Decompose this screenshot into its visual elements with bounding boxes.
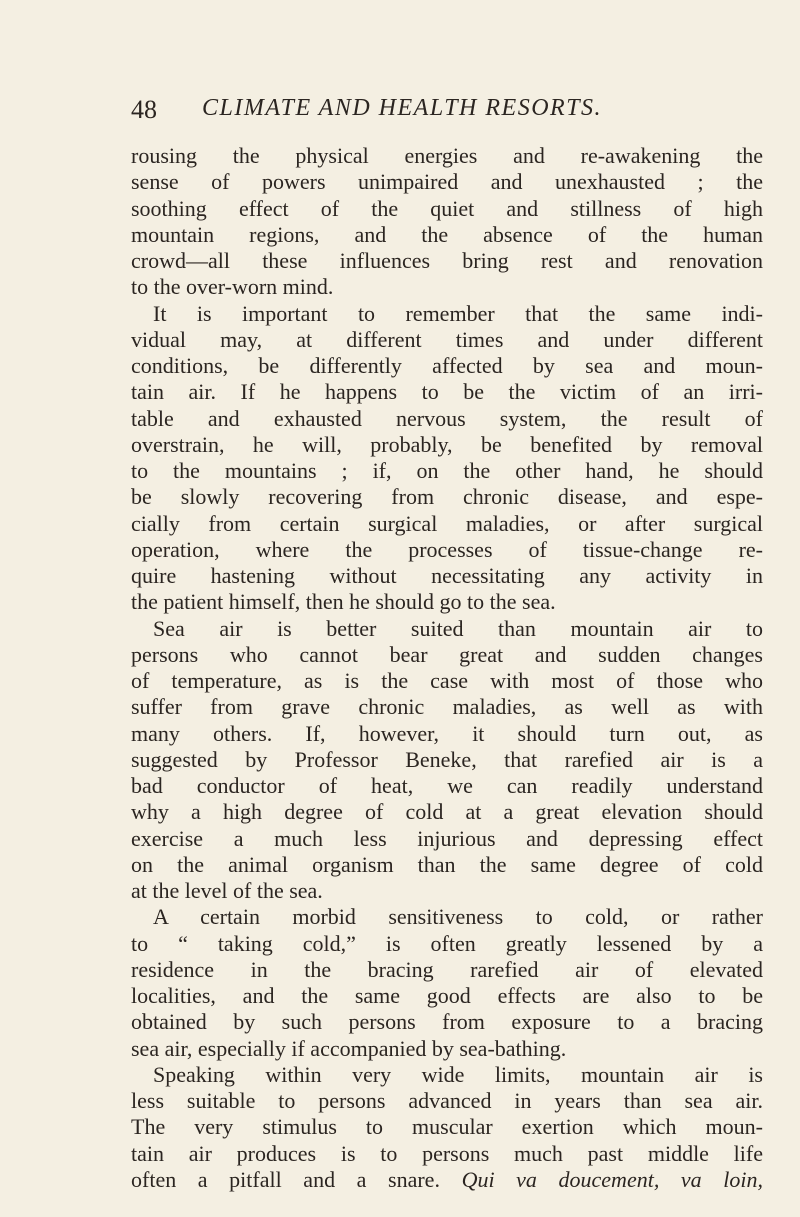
text-line: localities, and the same good effects are also to be	[131, 983, 763, 1008]
text-line: rousing the physical energies and re-awakening the	[131, 143, 763, 168]
text-line: sense of powers unimpaired and unexhausted ; the	[131, 169, 763, 195]
paragraph-first-line: Speaking within very wide limits, mountain air is	[153, 1061, 763, 1087]
paragraph-first-line: A certain morbid sensitiveness to cold, or rather	[153, 904, 763, 930]
text-line: tain air. If he happens to be the victim of an irri-	[131, 379, 763, 405]
text-line: residence in the bracing rarefied air of elevated	[131, 956, 763, 982]
text-line: many others. If, however, it should turn out, as	[131, 720, 763, 746]
text-line: persons who cannot bear great and sudden changes	[131, 641, 763, 667]
text-line: overstrain, he will, probably, be benefited by removal	[131, 431, 763, 457]
text-line: operation, where the processes of tissue-change re-	[131, 536, 763, 562]
running-head	[131, 95, 771, 129]
text-line: crowd—all these influences bring rest and renovation	[131, 248, 763, 273]
text-line: conditions, be differently affected by sea and moun-	[131, 353, 763, 378]
text-line: to “ taking cold,” is often greatly lessened by a	[131, 930, 763, 956]
text-line: the patient himself, then he should go to the sea.	[131, 589, 556, 615]
running-title: CLIMATE AND HEALTH RESORTS.	[202, 95, 603, 121]
text-line: suggested by Professor Beneke, that rarefied air is a	[131, 746, 763, 772]
text-line: at the level of the sea.	[131, 878, 323, 903]
text-line: why a high degree of cold at a great elevation should	[131, 799, 763, 825]
text-line: be slowly recovering from chronic disease, and espe-	[131, 484, 763, 510]
final-line-roman: often a pitfall and a snare.	[131, 1166, 440, 1192]
text-line: sea air, especially if accompanied by sea-bathing.	[131, 1035, 567, 1061]
body-text	[131, 143, 763, 1193]
french-proverb: Qui va doucement, va loin,	[461, 1166, 763, 1192]
text-line: The very stimulus to muscular exertion which moun-	[131, 1114, 763, 1140]
text-line: mountain regions, and the absence of the human	[131, 221, 763, 247]
text-line: bad conductor of heat, we can readily understand	[131, 773, 763, 798]
text-line	[131, 1167, 763, 1193]
text-line: table and exhausted nervous system, the result of	[131, 405, 763, 431]
text-line: suffer from grave chronic maladies, as well as with	[131, 694, 763, 720]
page-number: 48	[131, 95, 157, 124]
text-line: to the mountains ; if, on the other hand, he should	[131, 458, 763, 483]
text-line: on the animal organism than the same degree of cold	[131, 851, 763, 877]
text-line: soothing effect of the quiet and stillness of high	[131, 195, 763, 221]
paragraph-first-line: Sea air is better suited than mountain air to	[153, 615, 763, 641]
text-line: tain air produces is to persons much past middle life	[131, 1140, 763, 1166]
text-line: cially from certain surgical maladies, or after surgical	[131, 510, 763, 536]
paragraph-first-line: It is important to remember that the same indi-	[153, 300, 763, 326]
text-line: to the over-worn mind.	[131, 274, 334, 300]
text-line: exercise a much less injurious and depressing effect	[131, 825, 763, 851]
text-line: less suitable to persons advanced in years than sea air.	[131, 1088, 763, 1113]
text-line: quire hastening without necessitating any activity in	[131, 563, 763, 588]
text-line: vidual may, at different times and under different	[131, 326, 763, 352]
text-line: of temperature, as is the case with most of those who	[131, 668, 763, 693]
text-line: obtained by such persons from exposure to a bracing	[131, 1009, 763, 1035]
